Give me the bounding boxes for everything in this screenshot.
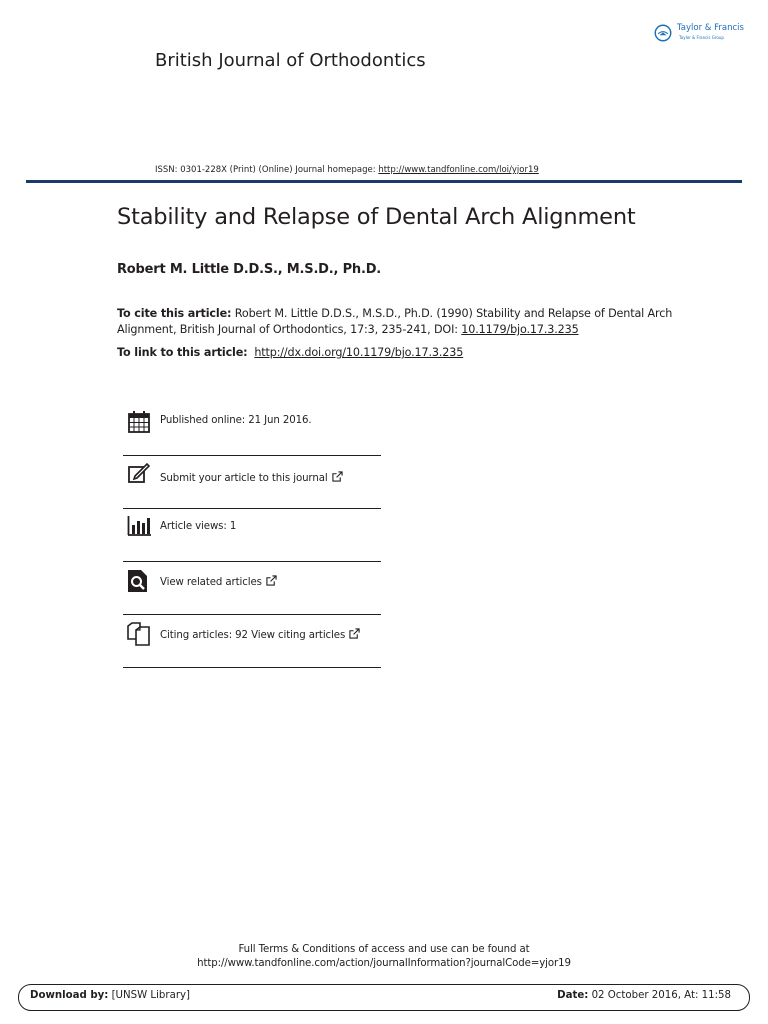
citation-label: To cite this article: [117, 307, 232, 320]
header-rule [26, 180, 742, 183]
citing-articles-link[interactable] [160, 628, 360, 641]
citing-documents-icon [127, 622, 151, 646]
issn-line [155, 165, 539, 175]
citation-doi-link[interactable]: 10.1179/bjo.17.3.235 [461, 323, 579, 336]
citation-block [117, 306, 677, 338]
related-articles-label: View related articles [160, 577, 262, 588]
external-link-icon [266, 575, 277, 586]
download-info [30, 990, 190, 1001]
download-footer [18, 984, 750, 1011]
publisher-logo [654, 21, 754, 47]
edit-icon [127, 461, 151, 485]
article-author: Robert M. Little D.D.S., M.S.D., Ph.D. [117, 262, 382, 277]
date-value: 02 October 2016, At: 11:58 [588, 990, 731, 1001]
journal-homepage-link[interactable]: http://www.tandfonline.com/loi/yjor19 [378, 165, 539, 175]
article-doi-url[interactable]: http://dx.doi.org/10.1179/bjo.17.3.235 [254, 346, 464, 359]
external-link-icon [332, 471, 343, 482]
submit-article-label: Submit your article to this journal [160, 473, 328, 484]
terms-notice [0, 943, 768, 971]
related-articles-link[interactable] [160, 575, 277, 588]
info-item-citing[interactable] [123, 614, 381, 668]
article-title: Stability and Relapse of Dental Arch Alignment [117, 204, 636, 230]
date-label: Date: [557, 990, 589, 1001]
article-views-text: Article views: 1 [160, 521, 237, 532]
publisher-subtitle: Taylor & Francis Group [679, 35, 724, 40]
citation-text: Robert M. Little D.D.S., M.S.D., Ph.D. (1990) Stability and Relapse of Dental Arch Alignment, British Journal of Orthodontics, 17:3, 235-241, DOI: [117, 307, 673, 336]
document-search-icon [127, 569, 151, 593]
download-date [557, 990, 731, 1001]
info-item-related[interactable] [123, 561, 381, 615]
bar-chart-icon [127, 514, 151, 538]
terms-url[interactable]: http://www.tandfonline.com/action/journalInformation?journalCode=yjor19 [197, 958, 571, 969]
article-link-line [117, 346, 463, 359]
article-link-label: To link to this article: [117, 346, 248, 359]
download-value: [UNSW Library] [108, 990, 191, 1001]
info-item-views [123, 508, 381, 562]
published-online-text: Published online: 21 Jun 2016. [160, 415, 312, 426]
taylor-francis-logo-icon [654, 24, 672, 42]
external-link-icon [349, 628, 360, 639]
download-label: Download by: [30, 990, 109, 1001]
calendar-icon [127, 410, 151, 434]
citing-articles-label: Citing articles: 92 View citing articles [160, 630, 346, 641]
info-item-submit[interactable] [123, 455, 381, 509]
submit-article-link[interactable] [160, 471, 343, 484]
issn-text: ISSN: 0301-228X (Print) (Online) Journal homepage: [155, 165, 379, 175]
journal-title: British Journal of Orthodontics [155, 50, 426, 71]
terms-line: Full Terms & Conditions of access and use can be found at [238, 944, 530, 955]
info-item-published [123, 402, 381, 456]
publisher-name: Taylor & Francis [677, 23, 744, 33]
